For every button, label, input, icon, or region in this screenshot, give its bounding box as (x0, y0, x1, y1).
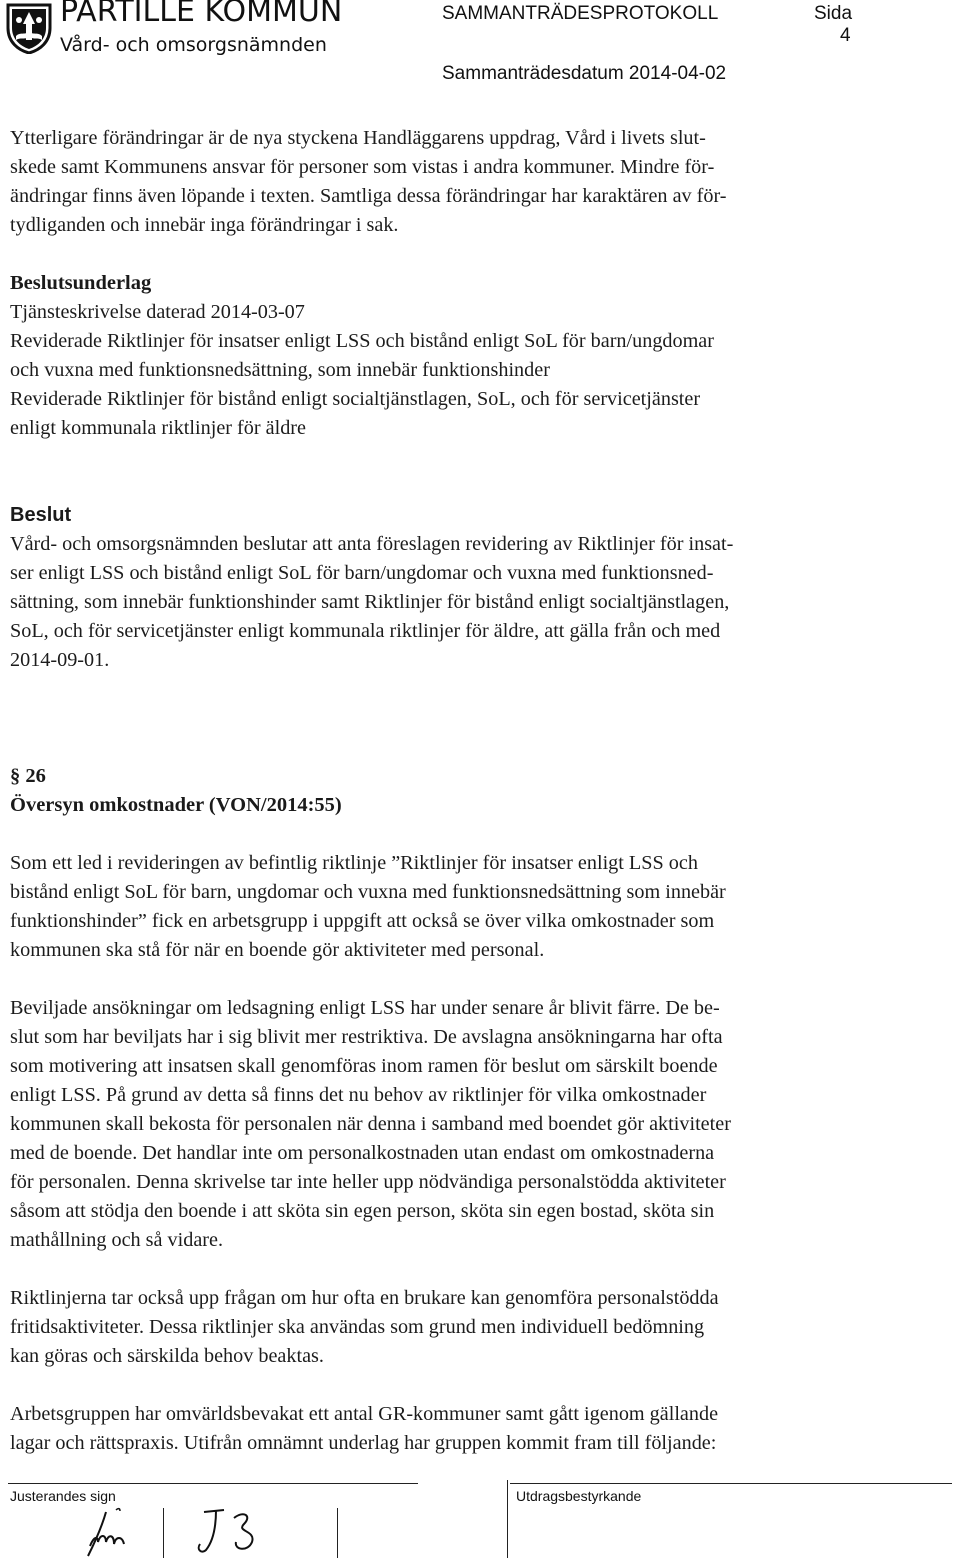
footer-rule-right (510, 1483, 952, 1484)
footer-rule-left (8, 1483, 418, 1484)
text-line: 2014-09-01. (10, 649, 110, 671)
signature-footer (0, 1476, 960, 1560)
beslut-paragraph (10, 530, 868, 675)
committee-name: Vård- och omsorgsnämnden (60, 34, 327, 56)
organization-name: PARTILLE KOMMUN (60, 0, 343, 29)
text-line: lagar och rättspraxis. Utifrån omnämnt underlag har gruppen kommit fram till följande: (10, 1432, 717, 1454)
text-line: ser enligt LSS och bistånd enligt SoL för barn/ungdomar och vuxna med funktionsned- (10, 562, 714, 584)
text-line: enligt LSS. På grund av detta så finns det nu behov av riktlinjer för vilka omkostnader (10, 1084, 707, 1106)
justerandes-sign-label: Justerandes sign (10, 1488, 116, 1504)
text-line: och vuxna med funktionsnedsättning, som innebär funktionshinder (10, 359, 550, 381)
text-line: kan göras och särskilda behov beaktas. (10, 1345, 324, 1367)
page-label: Sida (814, 3, 853, 24)
section-number: § 26 (10, 765, 46, 787)
section-paragraph-4 (10, 1400, 868, 1458)
text-line: slut som har beviljats har i sig blivit mer restriktiva. De avslagna ansökningarna har ofta (10, 1026, 723, 1048)
protocol-title: SAMMANTRÄDESPROTOKOLL (442, 3, 719, 24)
text-line: Tjänsteskrivelse daterad 2014-03-07 (10, 301, 305, 323)
signature-divider (163, 1508, 164, 1558)
text-line: Riktlinjerna tar också upp frågan om hur ofta en brukare kan genomföra personalstödda (10, 1287, 719, 1309)
section-paragraph-3 (10, 1284, 868, 1371)
text-line: såsom att stödja den boende i att sköta sin egen person, sköta sin egen bostad, sköta sin (10, 1200, 715, 1222)
text-line: sättning, som innebär funktionshinder samt Riktlinjer för bistånd enligt socialtjänstlagen, (10, 591, 730, 613)
text-line: för personalen. Denna skrivelse tar inte heller upp nödvändiga personalstödda aktiviteter (10, 1171, 726, 1193)
beslutsunderlag-list (10, 298, 868, 443)
beslut-heading: Beslut (10, 504, 72, 526)
section-paragraph-1 (10, 849, 868, 965)
text-line: SoL, och för servicetjänster enligt kommunala riktlinjer för äldre, att gälla från och med (10, 620, 721, 642)
utdragsbestyrkande-label: Utdragsbestyrkande (516, 1488, 642, 1504)
text-line: med de boende. Det handlar inte om personalkostnaden utan endast om omkostnaderna (10, 1142, 715, 1164)
beslutsunderlag-heading: Beslutsunderlag (10, 272, 152, 294)
text-line: fritidsaktiviteter. Dessa riktlinjer ska användas som grund men individuell bedömning (10, 1316, 705, 1338)
text-line: Som ett led i revideringen av befintlig riktlinje ”Riktlinjer för insatser enligt LSS och (10, 852, 698, 874)
text-line: Arbetsgruppen har omvärldsbevakat ett antal GR-kommuner samt gått igenom gällande (10, 1403, 719, 1425)
signature-initials-1-icon (76, 1506, 146, 1560)
section-title: Översyn omkostnader (VON/2014:55) (10, 794, 342, 816)
section-paragraph-2 (10, 994, 868, 1255)
text-line: funktionshinder” fick en arbetsgrupp i uppgift att också se över vilka omkostnader som (10, 910, 715, 932)
signature-initials-2-icon (190, 1504, 270, 1558)
text-line: Reviderade Riktlinjer för bistånd enligt socialtjänstlagen, SoL, och för servicetjänster (10, 388, 701, 410)
signature-divider (507, 1480, 508, 1558)
meeting-date: Sammanträdesdatum 2014-04-02 (442, 63, 727, 84)
text-line: tydliganden och innebär inga förändringar i sak. (10, 214, 399, 236)
text-line: Beviljade ansökningar om ledsagning enligt LSS har under senare år blivit färre. De be- (10, 997, 720, 1019)
text-line: som motivering att insatsen skall genomföras inom ramen för beslut om särskilt boende (10, 1055, 718, 1077)
text-line: Ytterligare förändringar är de nya styckena Handläggarens uppdrag, Vård i livets slut- (10, 127, 706, 149)
text-line: mathållning och så vidare. (10, 1229, 224, 1251)
signature-divider (337, 1508, 338, 1558)
text-line: bistånd enligt SoL för barn, ungdomar och vuxna med funktionsnedsättning som innebär (10, 881, 726, 903)
intro-paragraph (10, 124, 868, 240)
page-number: 4 (840, 25, 851, 46)
text-line: enligt kommunala riktlinjer för äldre (10, 417, 306, 439)
text-line: Vård- och omsorgsnämnden beslutar att anta föreslagen revidering av Riktlinjer för insat- (10, 533, 734, 555)
text-line: Reviderade Riktlinjer för insatser enligt LSS och bistånd enligt SoL för barn/ungdomar (10, 330, 714, 352)
text-line: ändringar finns även löpande i texten. Samtliga dessa förändringar har karaktären av för- (10, 185, 727, 207)
document-body (10, 124, 868, 1458)
text-line: skede samt Kommunens ansvar för personer som vistas i andra kommuner. Mindre för- (10, 156, 715, 178)
municipal-crest-icon (4, 2, 54, 54)
text-line: kommunen ska stå för när en boende gör aktiviteter med personal. (10, 939, 545, 961)
page-header (0, 0, 960, 100)
text-line: kommunen skall bekosta för personalen när denna i samband med boendet gör aktiviteter (10, 1113, 731, 1135)
